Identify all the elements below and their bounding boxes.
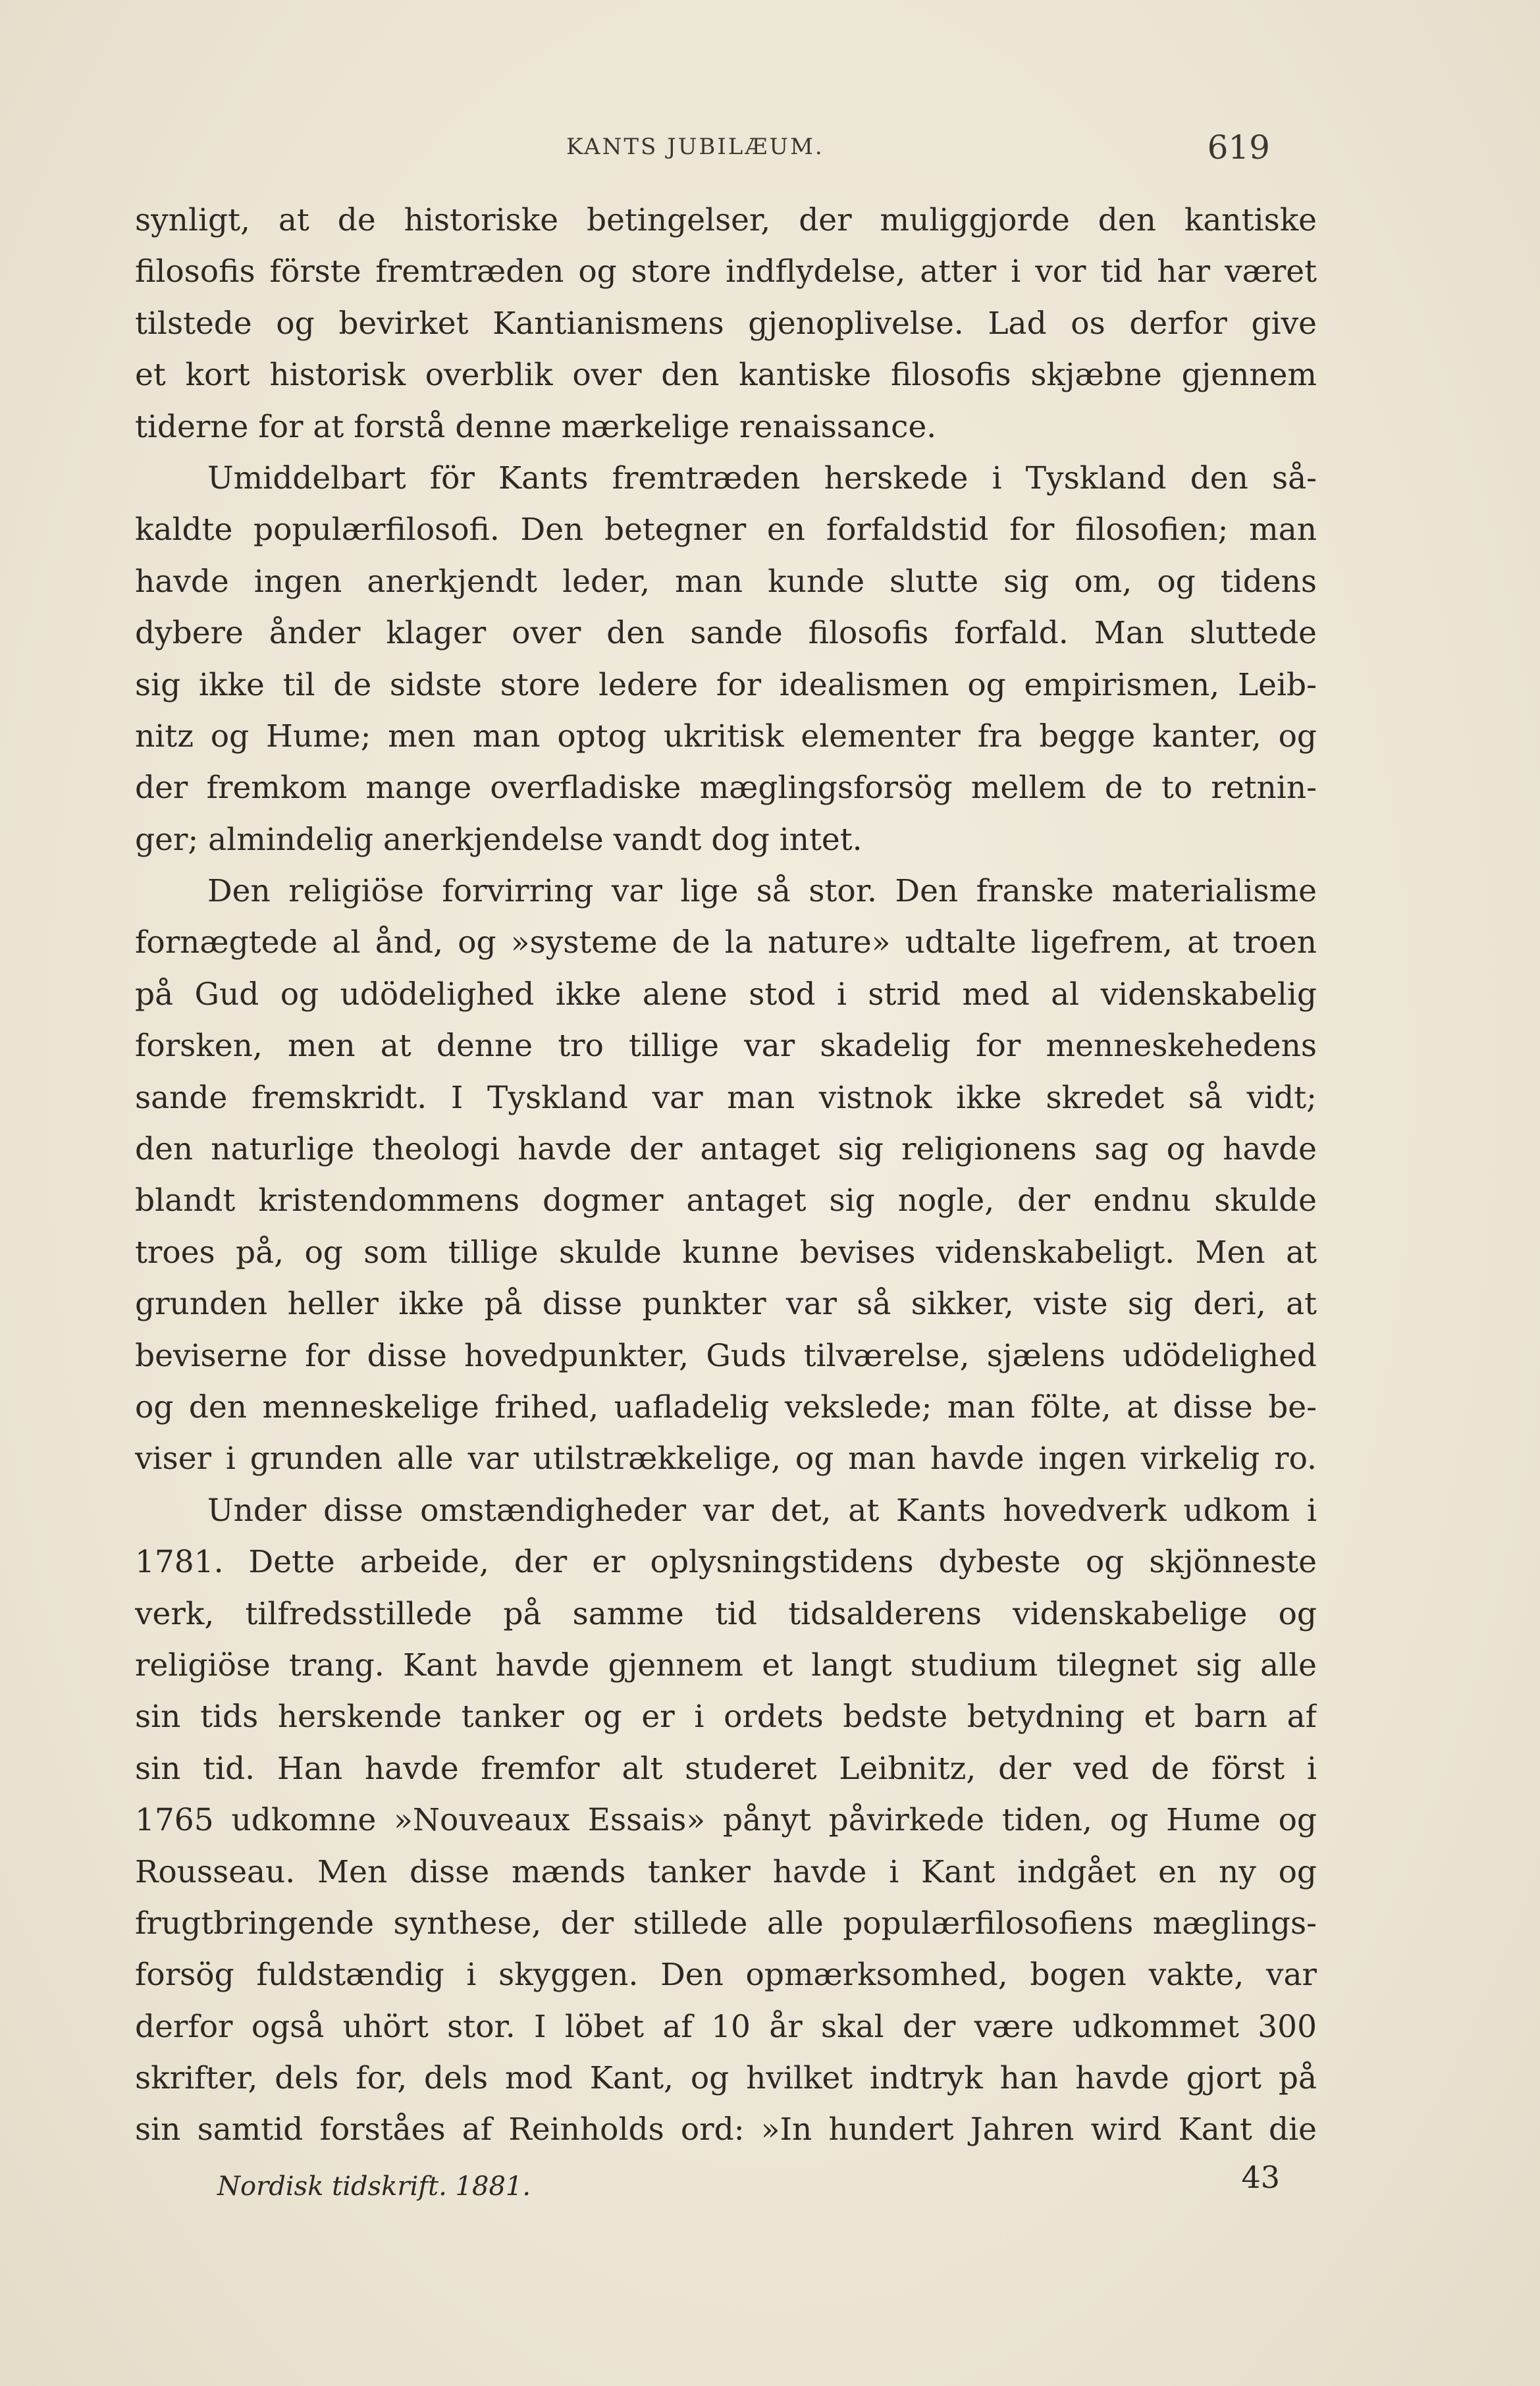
text-line: et kort historisk overblik over den kantiske filosofis skjæbne gjennem [135, 357, 1317, 394]
text-line: religiöse trang. Kant havde gjennem et langt studium tilegnet sig alle [135, 1647, 1317, 1683]
text-line: på Gud og udödelighed ikke alene stod i strid med al videnskabelig [135, 976, 1317, 1013]
sheet-signature: 43 [1241, 2160, 1280, 2195]
text-line: viser i grunden alle var utilstrækkelige, og man havde ingen virkelig ro. [135, 1441, 1317, 1477]
running-title: KANTS JUBILÆUM. [566, 134, 824, 160]
text-line: beviserne for disse hovedpunkter, Guds tilværelse, sjælens udödelighed [135, 1337, 1317, 1374]
text-line: sig ikke til de sidste store ledere for idealismen og empirismen, Leib- [135, 666, 1317, 703]
text-line: sin samtid forståes af Reinholds ord: »In hundert Jahren wird Kant die [135, 2111, 1317, 2148]
text-line: og den menneskelige frihed, uafladelig vekslede; man fölte, at disse be- [135, 1389, 1317, 1425]
text-line: den naturlige theologi havde der antaget sig religionens sag og havde [135, 1131, 1317, 1168]
text-line: havde ingen anerkjendt leder, man kunde slutte sig om, og tidens [135, 563, 1317, 600]
text-line: skrifter, dels for, dels mod Kant, og hvilket indtryk han havde gjort på [135, 2060, 1317, 2097]
page-number: 619 [1207, 128, 1270, 167]
text-line: nitz og Hume; men man optog ukritisk elementer fra begge kanter, og [135, 718, 1317, 755]
text-line: forsög fuldstændig i skyggen. Den opmærksomhed, bogen vakte, var [135, 1957, 1317, 1994]
text-line: sande fremskridt. I Tyskland var man vistnok ikke skredet så vidt; [135, 1079, 1317, 1116]
text-line: grunden heller ikke på disse punkter var så sikker, viste sig deri, at [135, 1286, 1317, 1323]
page-header [0, 128, 1540, 174]
text-line: synligt, at de historiske betingelser, der muliggjorde den kantiske [135, 202, 1317, 238]
text-line: troes på, og som tillige skulde kunne bevises videnskabeligt. Men at [135, 1234, 1317, 1271]
text-line: Under disse omstændigheder var det, at Kants hovedverk udkom i [207, 1492, 1317, 1529]
page-footer [0, 2160, 1540, 2212]
text-line: tilstede og bevirket Kantianismens gjenoplivelse. Lad os derfor give [135, 305, 1317, 342]
text-line: filosofis förste fremtræden og store indflydelse, atter i vor tid har været [135, 253, 1317, 290]
journal-signature: Nordisk tidskrift. 1881. [217, 2171, 531, 2202]
text-line: tiderne for at forstå denne mærkelige renaissance. [135, 408, 937, 445]
text-line: der fremkom mange overfladiske mæglingsforsög mellem de to retnin- [135, 770, 1317, 807]
text-line: kaldte populærfilosofi. Den betegner en forfaldstid for filosofien; man [135, 512, 1317, 548]
body-text [135, 195, 1317, 2156]
text-line: ger; almindelig anerkjendelse vandt dog intet. [135, 821, 863, 858]
text-line: 1765 udkomne »Nouveaux Essais» pånyt påvirkede tiden, og Hume og [135, 1802, 1317, 1839]
text-line: 1781. Dette arbeide, der er oplysningstidens dybeste og skjönneste [135, 1544, 1317, 1581]
text-line: frugtbringende synthese, der stillede alle populærfilosofiens mæglings- [135, 1905, 1317, 1942]
text-line: blandt kristendommens dogmer antaget sig nogle, der endnu skulde [135, 1182, 1317, 1219]
text-line: sin tid. Han havde fremfor alt studeret Leibnitz, der ved de först i [135, 1750, 1317, 1787]
text-line: Rousseau. Men disse mænds tanker havde i Kant indgået en ny og [135, 1853, 1317, 1890]
text-line: sin tids herskende tanker og er i ordets bedste betydning et barn af [135, 1699, 1317, 1736]
text-line: Den religiöse forvirring var lige så stor. Den franske materialisme [207, 873, 1317, 910]
text-line: fornægtede al ånd, og »systeme de la nature» udtalte ligefrem, at troen [135, 924, 1317, 961]
text-line: dybere ånder klager over den sande filosofis forfald. Man sluttede [135, 615, 1317, 652]
text-line: forsken, men at denne tro tillige var skadelig for menneskehedens [135, 1028, 1317, 1065]
text-line: Umiddelbart för Kants fremtræden herskede i Tyskland den så- [207, 460, 1317, 496]
text-line: derfor også uhört stor. I löbet af 10 år skal der være udkommet 300 [135, 2008, 1317, 2045]
text-line: verk, tilfredsstillede på samme tid tidsalderens videnskabelige og [135, 1595, 1317, 1632]
